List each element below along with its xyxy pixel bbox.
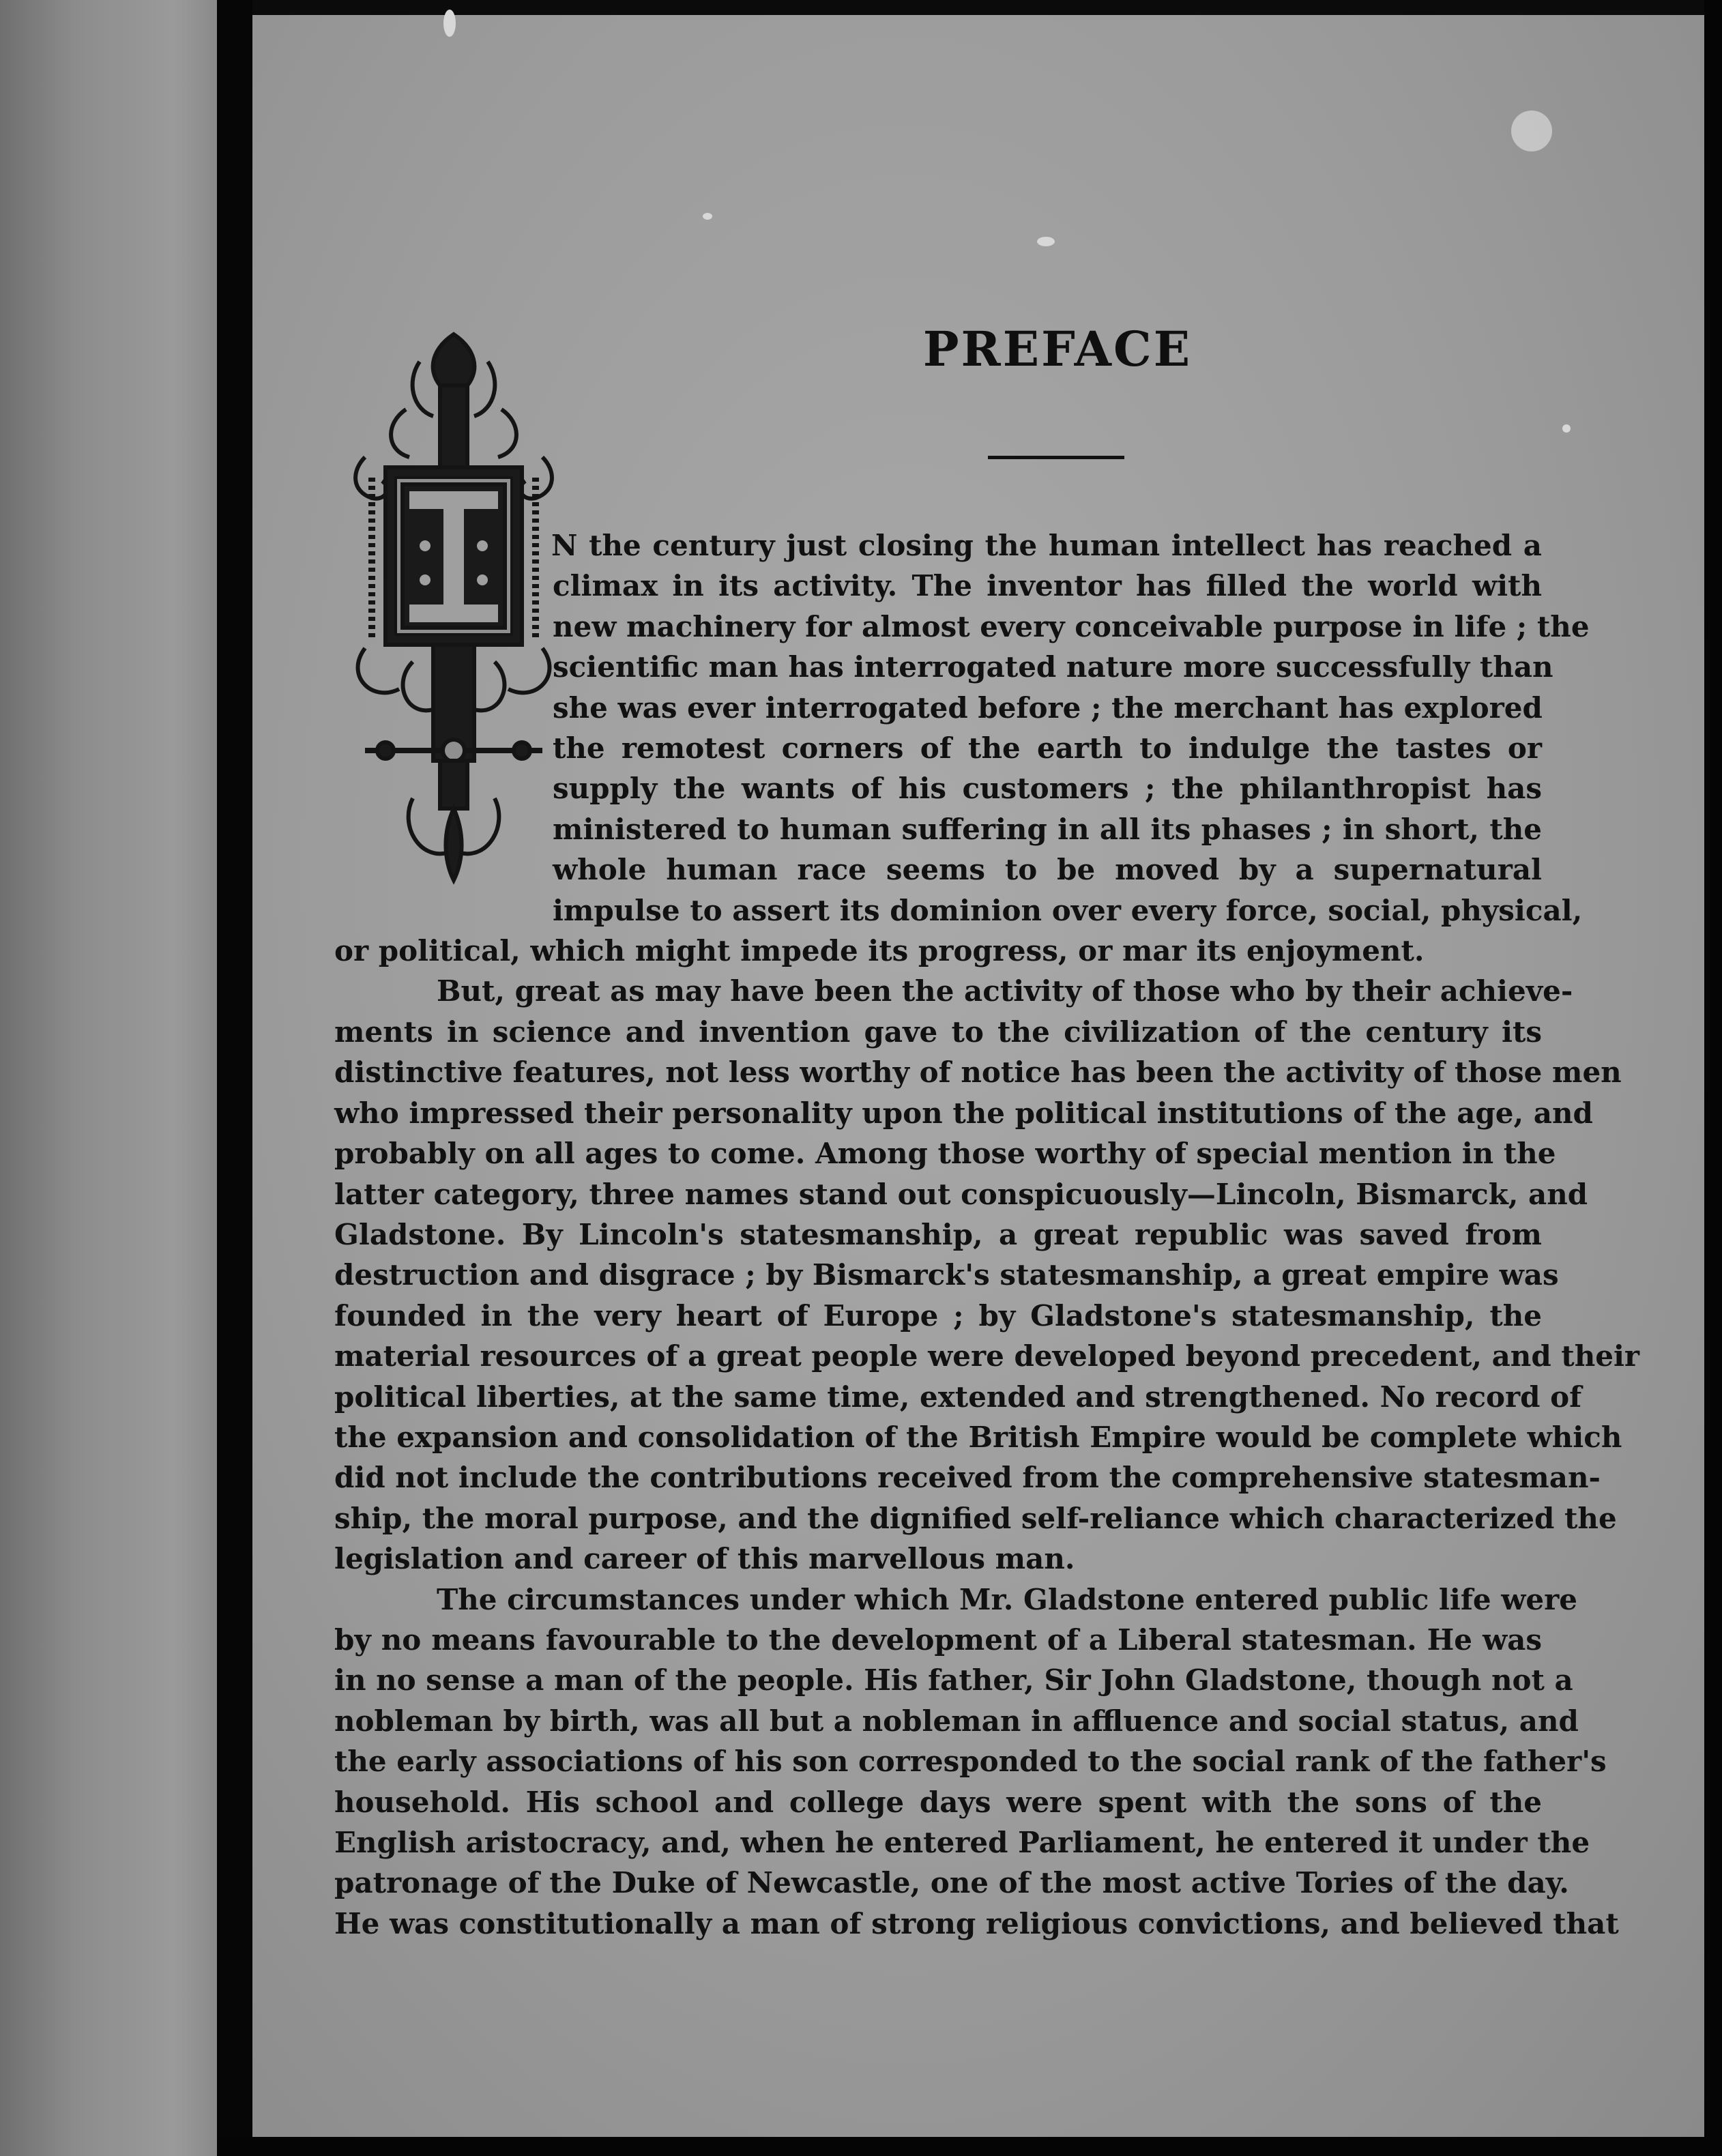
text-line: political liberties, at the same time, extended and strengthened. No record of xyxy=(334,1380,1582,1414)
text-line: material resources of a great people were developed beyond precedent, and their xyxy=(334,1339,1640,1373)
paragraph xyxy=(334,971,1640,1579)
text-line: in no sense a man of the people. His father, Sir John Gladstone, though not a xyxy=(334,1663,1573,1698)
text-line: new machinery for almost every conceivable purpose in life ; the xyxy=(553,609,1590,643)
text-line: household. His school and college days were spent with the sons of the xyxy=(334,1785,1542,1819)
scan-speck xyxy=(1511,111,1552,151)
scan-bottom-edge xyxy=(217,2137,1722,2156)
scan-speck xyxy=(1037,237,1055,246)
text-line: did not include the contributions received from the comprehensive statesman- xyxy=(334,1461,1601,1495)
facing-page-margin xyxy=(0,0,217,2156)
text-line: Gladstone. By Lincoln's statesmanship, a great republic was saved from xyxy=(334,1217,1542,1251)
text-line: ship, the moral purpose, and the dignified self-reliance which characterized the xyxy=(334,1501,1617,1535)
text-line: the expansion and consolidation of the British Empire would be complete which xyxy=(334,1420,1622,1454)
text-line: But, great as may have been the activity of those who by their achieve- xyxy=(437,974,1573,1008)
text-line: climax in its activity. The inventor has filled the world with xyxy=(553,569,1542,603)
text-line: scientific man has interrogated nature more successfully than xyxy=(553,650,1553,684)
text-line: destruction and disgrace ; by Bismarck's statesmanship, a great empire was xyxy=(334,1258,1559,1292)
text-line: English aristocracy, and, when he entered Parliament, he entered it under the xyxy=(334,1826,1590,1859)
text-line: or political, which might impede its progress, or mar its enjoyment. xyxy=(334,934,1425,968)
text-line: N the century just closing the human intellect has reached a xyxy=(551,529,1542,562)
text-line: by no means favourable to the development of a Liberal statesman. He was xyxy=(334,1622,1542,1657)
text-line: founded in the very heart of Europe ; by Gladstone's statesmanship, the xyxy=(334,1298,1542,1332)
text-line: probably on all ages to come. Among those worthy of special mention in the xyxy=(334,1137,1556,1171)
text-line: latter category, three names stand out conspicuously—Lincoln, Bismarck, and xyxy=(334,1177,1588,1211)
text-line: whole human race seems to be moved by a supernatural xyxy=(553,853,1542,887)
text-line: ministered to human suffering in all its phases ; in short, the xyxy=(553,812,1542,846)
text-line: the remotest corners of the earth to indulge the tastes or xyxy=(553,731,1542,766)
text-line: distinctive features, not less worthy of notice has been the activity of those men xyxy=(334,1055,1622,1090)
book-binding-gutter xyxy=(217,0,252,2156)
paragraph xyxy=(334,1579,1619,1944)
text-line: He was constitutionally a man of strong religious convictions, and believed that xyxy=(334,1906,1619,1940)
text-line: who impressed their personality upon the political institutions of the age, and xyxy=(334,1096,1593,1130)
scan-right-edge xyxy=(1704,0,1722,2156)
body-text xyxy=(334,525,1640,1944)
page-title: PREFACE xyxy=(922,321,1193,377)
text-line: ments in science and invention gave to the civilization of the century its xyxy=(334,1015,1542,1049)
text-line: legislation and career of this marvellous man. xyxy=(334,1542,1075,1576)
text-line: nobleman by birth, was all but a nobleman in affluence and social status, and xyxy=(334,1704,1579,1738)
title-rule xyxy=(988,456,1124,459)
text-line: The circumstances under which Mr. Gladstone entered public life were xyxy=(437,1582,1577,1616)
scan-speck xyxy=(1562,424,1571,433)
text-line: she was ever interrogated before ; the merchant has explored xyxy=(553,690,1543,725)
text-line: patronage of the Duke of Newcastle, one of the most active Tories of the day. xyxy=(334,1866,1569,1900)
scan-speck xyxy=(443,10,456,37)
text-line: the early associations of his son corresponded to the social rank of the father's xyxy=(334,1745,1607,1779)
text-line: impulse to assert its dominion over every force, social, physical, xyxy=(553,893,1583,927)
scan-speck xyxy=(703,213,712,220)
paragraph xyxy=(334,525,1590,971)
text-line: supply the wants of his customers ; the philanthropist has xyxy=(553,772,1542,806)
